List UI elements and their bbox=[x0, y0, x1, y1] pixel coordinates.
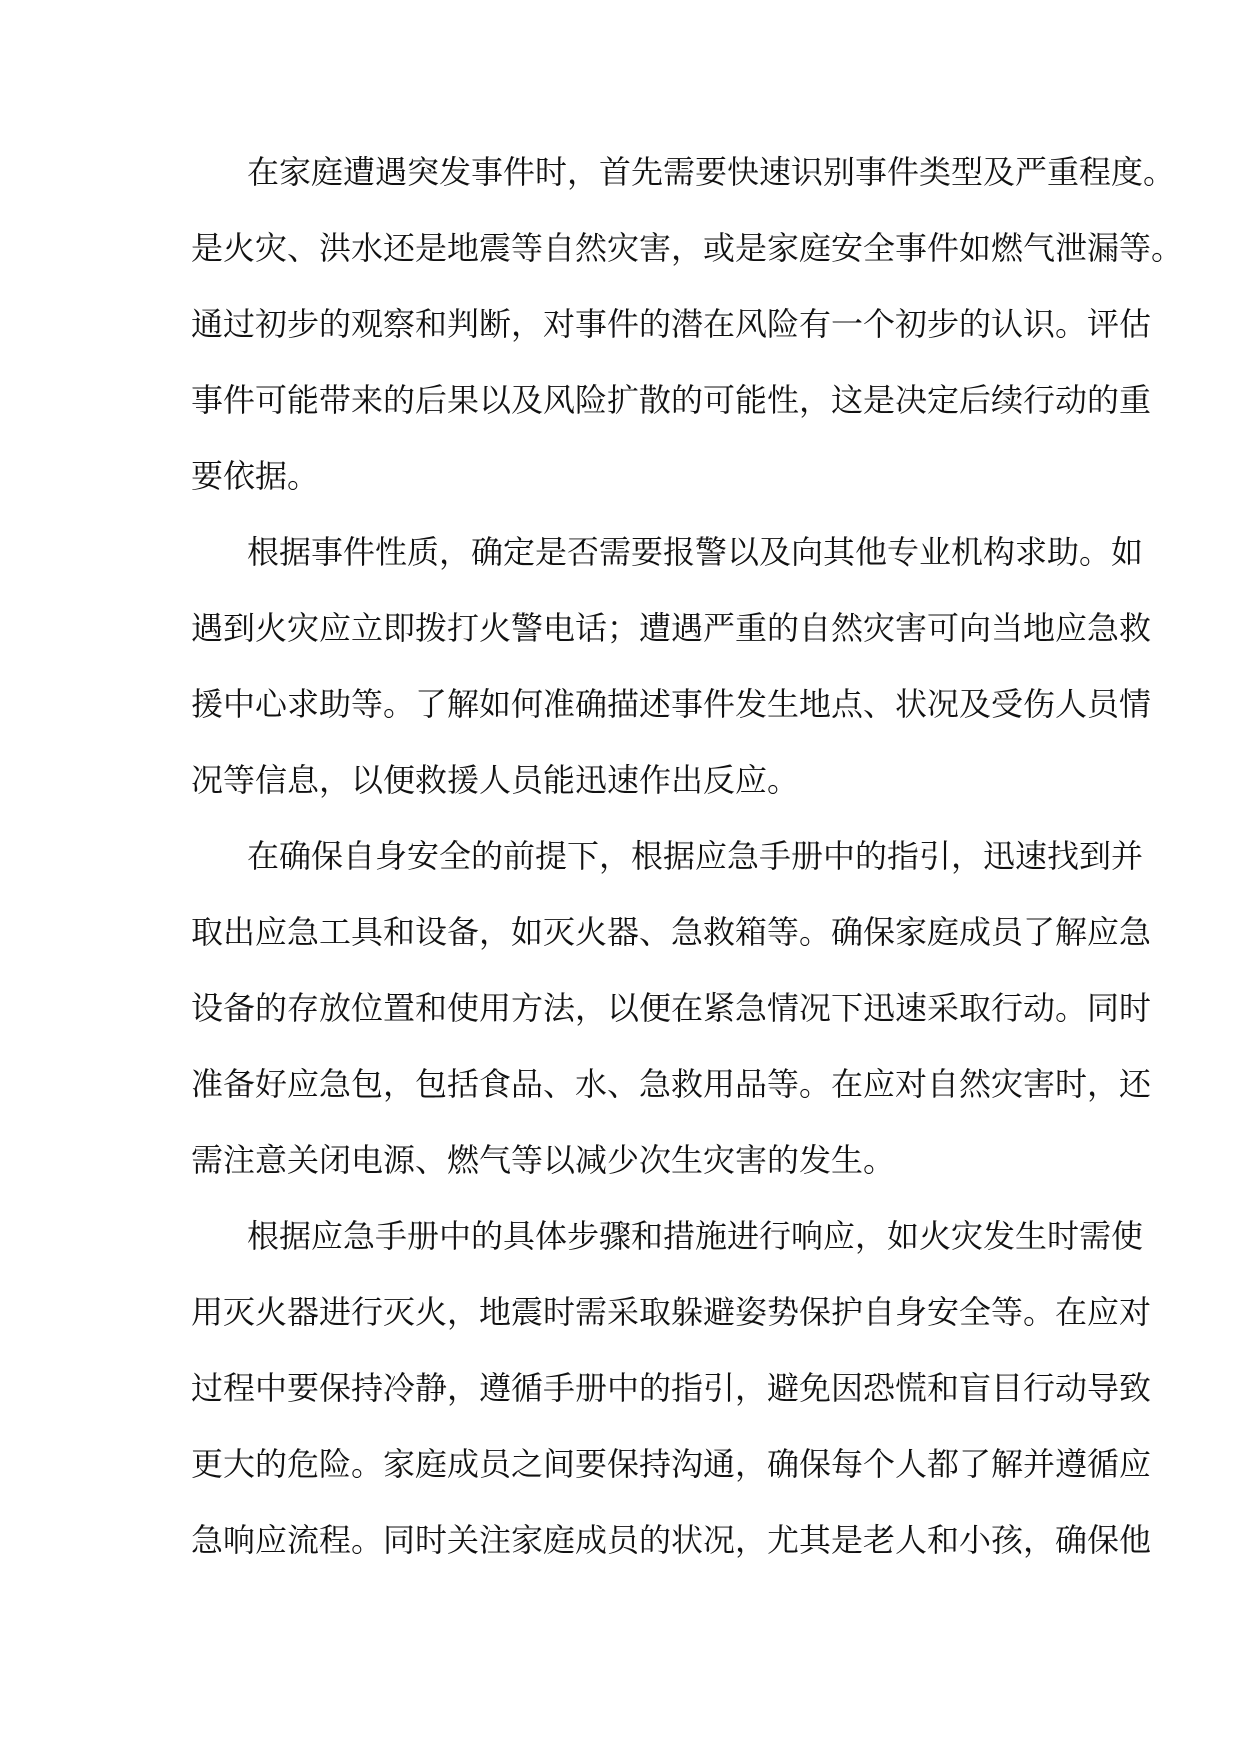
paragraph-3-line-3: 设备的存放位置和使用方法，以便在紧急情况下迅速采取行动。同时 bbox=[191, 989, 1152, 1027]
paragraph-4-line-1: 根据应急手册中的具体步骤和措施进行响应，如火灾发生时需使 bbox=[247, 1217, 1144, 1255]
paragraph-1-line-1: 在家庭遭遇突发事件时，首先需要快速识别事件类型及严重程度。 bbox=[247, 153, 1176, 191]
paragraph-3-line-4: 准备好应急包，包括食品、水、急救用品等。在应对自然灾害时，还 bbox=[191, 1065, 1152, 1103]
paragraph-4-line-4: 更大的危险。家庭成员之间要保持沟通，确保每个人都了解并遵循应 bbox=[191, 1445, 1152, 1483]
paragraph-2-line-1: 根据事件性质，确定是否需要报警以及向其他专业机构求助。如 bbox=[247, 533, 1144, 571]
body-text bbox=[191, 142, 1184, 1586]
paragraph-4-line-5: 急响应流程。同时关注家庭成员的状况，尤其是老人和小孩，确保他 bbox=[191, 1521, 1152, 1559]
paragraph-2-line-4: 况等信息，以便救援人员能迅速作出反应。 bbox=[191, 761, 800, 799]
paragraph-3-line-1: 在确保自身安全的前提下，根据应急手册中的指引，迅速找到并 bbox=[247, 837, 1144, 875]
paragraph-1-line-4: 事件可能带来的后果以及风险扩散的可能性，这是决定后续行动的重 bbox=[191, 381, 1152, 419]
paragraph-4-line-2: 用灭火器进行灭火，地震时需采取躲避姿势保护自身安全等。在应对 bbox=[191, 1293, 1152, 1331]
paragraph-1-line-5: 要依据。 bbox=[191, 457, 320, 495]
paragraph-1-line-2: 是火灾、洪水还是地震等自然灾害，或是家庭安全事件如燃气泄漏等。 bbox=[191, 229, 1184, 267]
paragraph-1-line-3: 通过初步的观察和判断，对事件的潜在风险有一个初步的认识。评估 bbox=[191, 305, 1152, 343]
paragraph-3-line-2: 取出应急工具和设备，如灭火器、急救箱等。确保家庭成员了解应急 bbox=[191, 913, 1152, 951]
paragraph-4-line-3: 过程中要保持冷静，遵循手册中的指引，避免因恐慌和盲目行动导致 bbox=[191, 1369, 1152, 1407]
paragraph-3-line-5: 需注意关闭电源、燃气等以减少次生灾害的发生。 bbox=[191, 1141, 896, 1179]
paragraph-2-line-3: 援中心求助等。了解如何准确描述事件发生地点、状况及受伤人员情 bbox=[191, 685, 1152, 723]
paragraph-2-line-2: 遇到火灾应立即拨打火警电话；遭遇严重的自然灾害可向当地应急救 bbox=[191, 609, 1152, 647]
